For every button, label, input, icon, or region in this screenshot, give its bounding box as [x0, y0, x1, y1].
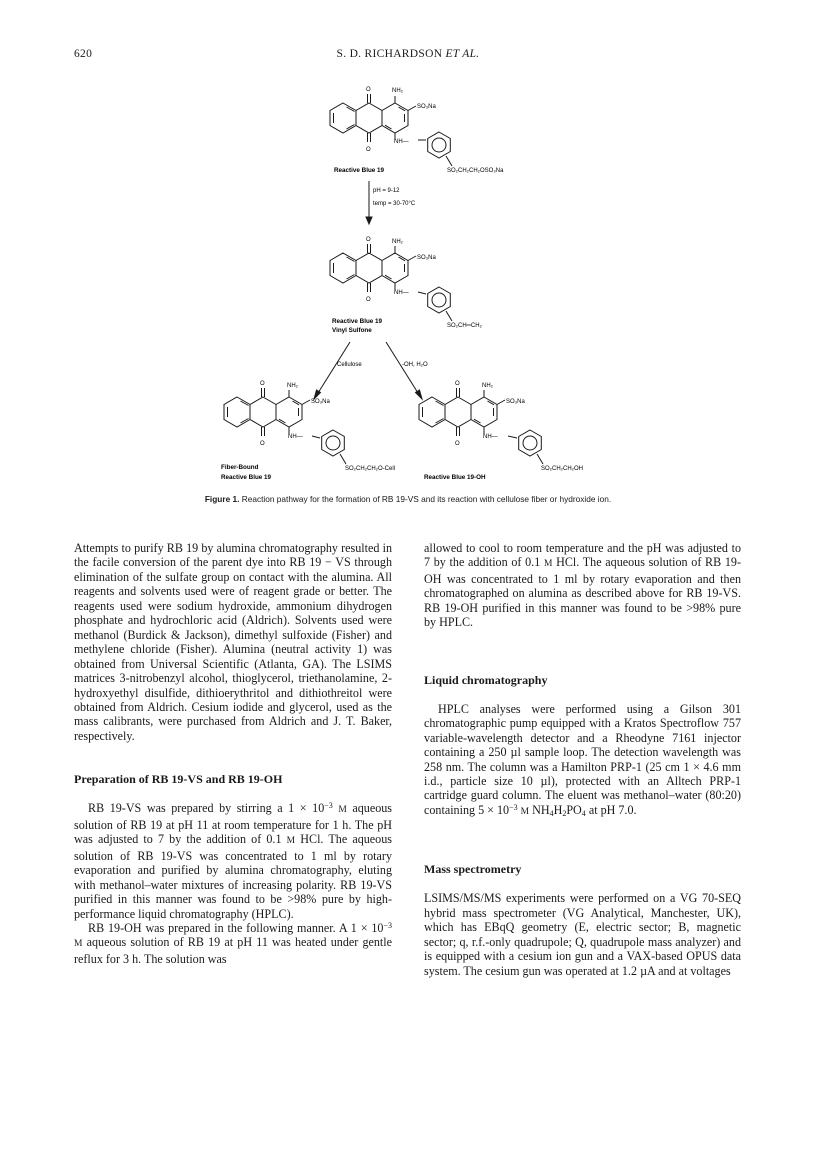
running-head-et-al: ET AL. [445, 48, 480, 60]
figure-caption [0, 494, 816, 504]
oh-so3na-label: SO₃Na [506, 399, 525, 405]
fiber-so3na-label: SO₃Na [311, 399, 330, 405]
right-column [424, 541, 741, 978]
paragraph-materials: Attempts to purify RB 19 by alumina chromatography resulted in the facile conversion of the parent dye into RB 19 − VS through elimination of the sulfate group on contact with the alumina. All reagents and solvents used were of reagent grade or better. The reagents used were sodium hydroxide, ammonium dihydrogen phosphate and hydrochloric acid (Aldrich). Solvents used were methanol (Burdick & Jackson), dimethyl sulfoxide (Fisher) and methylene chloride (Fisher). Alumina (neutral activity 1) was obtained from Universal Scientific (Atlanta, GA). The LSIMS matrices 3-nitrobenzyl alcohol, thioglycerol, triethanolamine, 2-hydroxyethyl disulfide, dithioerythritol and dithiothreitol were obtained from Aldrich. Cesium iodide and glycerol, used as the mass calibrants, were purchased from Aldrich and J. T. Baker, respectively. [74, 541, 392, 743]
paragraph-rb19-oh-prep: RB 19-OH was prepared in the following manner. A $1 \times 10^{-3}$ M aqueous solution of RB 19 at pH 11 was heated under gentle reflux for 3 h. The solution was [74, 920, 392, 966]
figure-caption-text: Reaction pathway for the formation of RB 19-VS and its reaction with cellulose fiber or hydroxide ion. [241, 494, 612, 504]
oh-name: Reactive Blue 19-OH [424, 474, 486, 481]
rb19-nh-label: NH— [394, 139, 409, 145]
reaction-arrow-left [314, 342, 350, 399]
page-number: 620 [74, 48, 93, 60]
rb19-o-top: O [366, 87, 371, 93]
oh-nh-label: NH— [483, 434, 498, 440]
vs-so3na-label: SO₃Na [417, 255, 436, 261]
left-column [74, 541, 392, 966]
heading-liquid-chromatography: Liquid chromatography [424, 672, 548, 687]
paragraph-hplc: HPLC analyses were performed using a Gilson 301 chromatographic pump equipped with a Kratos Spectroflow 757 variable-wavelength detector and a Rheodyne 7161 injector containing a 250 µl sample loop. The detection wavelength was 258 nm. The column was a Hamilton PRP-1 (25 cm 1 × 4.6 mm i.d., particle size 10 µl), protected with an Alltech PRP-1 cartridge guard column. The eluent was methanol–water (80:20) containing $5 \times 10^{-3}$ M $NH_4H_2PO_4$ at pH 7.0. [424, 701, 741, 818]
reaction-arrow-right [386, 342, 422, 399]
fiber-o-bottom: O [260, 441, 265, 447]
vs-nh2-label: NH₂ [392, 239, 403, 245]
condition-ph: pH = 9-12 [373, 188, 400, 194]
arrow-left-label: Cellulose [337, 362, 362, 368]
vs-o-bottom: O [366, 297, 371, 303]
fiber-name-line1: Fiber-Bound [221, 464, 259, 471]
reaction-arrow-1 [366, 181, 372, 224]
running-head-authors: S. D. RICHARDSON [336, 48, 443, 60]
paragraph-mass-spectrometry: LSIMS/MS/MS experiments were performed on a VG 70-SEQ hybrid mass spectrometer (VG Analytical, Manchester, UK), which has EBqQ geometry (E, electric sector; B, magnetic sector; q, r.f.-only quadrupole; Q, quadrupole mass analyzer) and is equipped with a cesium ion gun and a VAX-based OPUS data system. The cesium gun was operated at 1.2 µA and at voltages [424, 891, 741, 978]
oh-o-bottom: O [455, 441, 460, 447]
oh-o-top: O [455, 381, 460, 387]
reaction-scheme-figure [0, 0, 816, 500]
oh-side-chain: SO₂CH₂CH₂OH [541, 466, 583, 472]
vs-nh-label: NH— [394, 290, 409, 296]
paragraph-rb19-oh-continued: allowed to cool to room temperature and the pH was adjusted to 7 by the addition of 0.1 M HCl. The aqueous solution of RB 19-OH was concentrated to 1 ml by rotary evaporation and then chromatographed on alumina as described above for RB 19-VS. RB 19-OH purified in this manner was found to be >98% pure by HPLC. [424, 541, 742, 630]
rb19-name: Reactive Blue 19 [334, 167, 385, 174]
rb19-side-chain: SO₂CH₂CH₂OSO₃Na [447, 168, 504, 174]
fiber-side-chain: SO₂CH₂CH₂O-Cell [345, 466, 395, 472]
vs-o-top: O [366, 237, 371, 243]
oh-nh2-label: NH₂ [482, 383, 493, 389]
vs-name-line2: Vinyl Sulfone [332, 327, 372, 334]
rb19-o-bottom: O [366, 147, 371, 153]
heading-preparation: Preparation of RB 19-VS and RB 19-OH [74, 772, 283, 787]
fiber-o-top: O [260, 381, 265, 387]
vs-name-line1: Reactive Blue 19 [332, 318, 383, 325]
heading-mass-spectrometry: Mass spectrometry [424, 862, 522, 877]
figure-caption-label: Figure 1. [204, 494, 240, 504]
rb19-so3na-label: SO₃Na [417, 104, 436, 110]
vs-side-chain: SO₂CH═CH₂ [447, 323, 482, 329]
fiber-name-line2: Reactive Blue 19 [221, 474, 272, 481]
arrow-right-label: -OH, H₂O [402, 362, 428, 368]
paragraph-rb19-vs-prep: RB 19-VS was prepared by stirring a $1 \times 10^{-3}$ M aqueous solution of RB 19 at pH 11 at room temperature for 1 h. The pH was adjusted to 7 by the addition of 0.1 M HCl. The aqueous solution of RB 19-VS was concentrated to 1 ml by rotary evaporation and purified by alumina chromatography, eluting with methanol–water mixtures of increasing polarity. RB 19-VS purified in this manner was found to be >98% pure by high-performance liquid chromatography (HPLC). [74, 801, 393, 921]
fiber-nh-label: NH— [288, 434, 303, 440]
fiber-nh2-label: NH₂ [287, 383, 298, 389]
rb19-nh2-label: NH₂ [392, 88, 403, 94]
condition-temp: temp = 30-70°C [373, 201, 416, 207]
